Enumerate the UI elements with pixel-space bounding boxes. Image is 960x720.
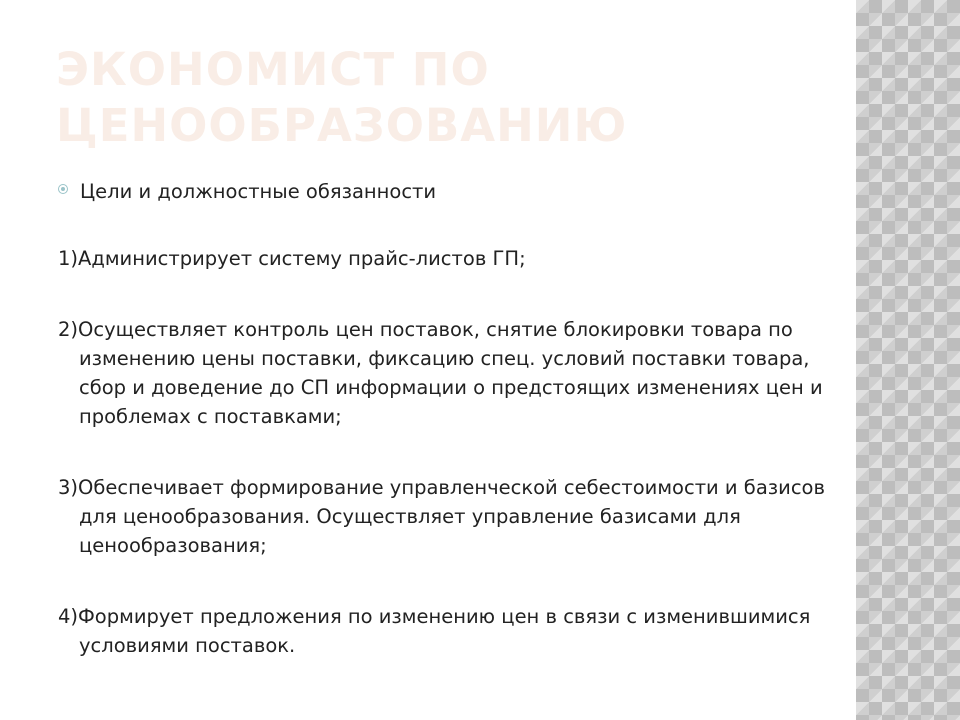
duty-item-2: 2)Осуществляет контроль цен поставок, снятие блокировки товара по изменению цены поставки, фиксацию спец. условий поставки товара, сбор и доведение до СП информации о предстоящих изменениях цен и проблемах с поставками;: [58, 318, 823, 428]
duty-item-3: 3)Обеспечивает формирование управленческой себестоимости и базисов для ценообразования. Осуществляет управление базисами для ценообразования;: [58, 476, 825, 557]
circle-bullet-icon: [58, 184, 68, 194]
slide-content: [58, 177, 828, 660]
duty-item-1: 1)Администрирует систему прайс-листов ГП;: [58, 247, 526, 270]
duty-item-4: 4)Формирует предложения по изменению цен в связи с изменившимися условиями поставок.: [58, 605, 811, 657]
decorative-pattern-panel: [856, 0, 960, 720]
slide-title: ЭКОНОМИСТ ПО ЦЕНООБРАЗОВАНИЮ: [56, 43, 628, 152]
bullet-heading: [58, 177, 828, 206]
bullet-heading-text: Цели и должностные обязанности: [80, 180, 437, 203]
